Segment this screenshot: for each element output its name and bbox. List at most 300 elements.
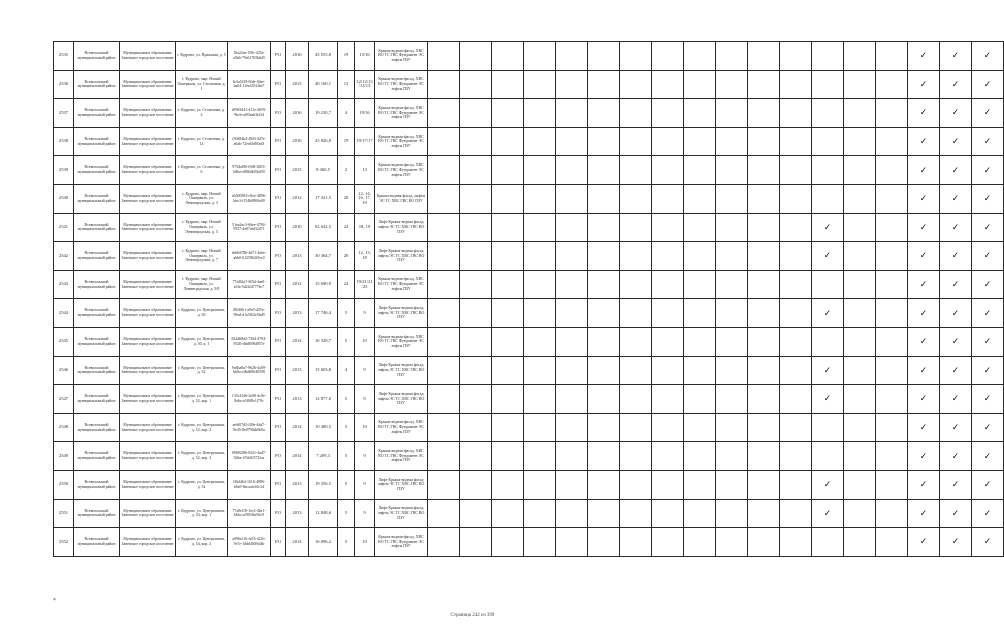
check-mark-icon: ✓ <box>972 299 1004 328</box>
check-mark-icon: ✓ <box>908 127 940 156</box>
empty-cell <box>556 156 588 185</box>
empty-cell <box>556 327 588 356</box>
empty-cell <box>588 442 620 471</box>
empty-cell <box>684 127 716 156</box>
empty-cell <box>844 213 876 242</box>
empty-cell <box>524 499 556 528</box>
empty-cell <box>588 213 620 242</box>
cell-district: Всеволожский муниципальный район <box>74 70 120 99</box>
cell-kind: РО <box>271 242 286 271</box>
cell-year: 2012 <box>286 270 309 299</box>
cell-fias: 975da8f8-f568-4653-b8ba-a886dbf5bd39 <box>228 156 271 185</box>
check-mark-icon: ✓ <box>972 528 1004 557</box>
cell-entr: 10 <box>355 528 375 557</box>
empty-cell <box>588 470 620 499</box>
empty-cell <box>844 99 876 128</box>
empty-cell <box>684 184 716 213</box>
cell-addr: г. Кудрово, ул. Пражская, д. 5 <box>176 42 228 71</box>
empty-cell <box>716 156 748 185</box>
empty-cell <box>652 156 684 185</box>
empty-cell <box>876 213 908 242</box>
cell-fias: 77a8ef18-1ec3-4be1-b6fa-a2903fbe56c9 <box>228 499 271 528</box>
cell-entr: 9 <box>355 356 375 385</box>
cell-n: 2550 <box>54 470 74 499</box>
empty-cell <box>620 270 652 299</box>
cell-year: 2010 <box>286 213 309 242</box>
empty-cell <box>748 470 780 499</box>
table-row <box>54 413 1004 442</box>
empty-cell <box>524 42 556 71</box>
cell-mo: Муниципальное образование Заневское городское поселение <box>120 42 176 71</box>
cell-entr: 19/17/17 <box>355 127 375 156</box>
empty-cell <box>748 99 780 128</box>
empty-cell <box>684 413 716 442</box>
cell-year: 2013 <box>286 242 309 271</box>
empty-cell <box>684 385 716 414</box>
check-mark-icon: ✓ <box>972 470 1004 499</box>
empty-cell <box>524 70 556 99</box>
empty-cell <box>652 213 684 242</box>
empty-cell <box>748 270 780 299</box>
empty-cell <box>812 42 844 71</box>
empty-cell <box>748 156 780 185</box>
empty-cell <box>748 385 780 414</box>
cell-kind: РО <box>271 327 286 356</box>
cell-mo: Муниципальное образование Заневское городское поселение <box>120 99 176 128</box>
cell-fias: f30d84b4-49f0-447e-a6ab-72ea65d9fad3 <box>228 127 271 156</box>
empty-cell <box>428 528 460 557</box>
empty-cell <box>492 299 524 328</box>
empty-cell <box>652 413 684 442</box>
cell-mo: Муниципальное образование Заневское городское поселение <box>120 413 176 442</box>
empty-cell <box>684 70 716 99</box>
empty-cell <box>588 299 620 328</box>
check-mark-icon: ✓ <box>940 213 972 242</box>
empty-cell <box>492 356 524 385</box>
cell-addr: г. Кудрово, ул. Центральная, д. 52, кор. 2 <box>176 413 228 442</box>
check-mark-icon: ✓ <box>908 242 940 271</box>
check-mark-icon: ✓ <box>908 327 940 356</box>
empty-cell <box>556 385 588 414</box>
empty-cell <box>620 327 652 356</box>
empty-cell <box>460 385 492 414</box>
check-mark-icon: ✓ <box>940 356 972 385</box>
empty-cell <box>524 184 556 213</box>
cell-addr: г. Кудрово, ул. Столичная, д. 6 <box>176 156 228 185</box>
cell-district: Всеволожский муниципальный район <box>74 442 120 471</box>
check-mark-icon: ✓ <box>972 156 1004 185</box>
empty-cell <box>460 299 492 328</box>
cell-works: Лифт Крыша-водная фасад лифты ЭС ТС ХВС ГВС ВО ПЗУ <box>375 499 428 528</box>
cell-entr: 9 <box>355 385 375 414</box>
cell-district: Всеволожский муниципальный район <box>74 184 120 213</box>
cell-fias: 6c5a5f29-0fde-40ae-ba04-11ee4352fbe7 <box>228 70 271 99</box>
empty-cell <box>748 70 780 99</box>
cell-works: Крыша-водная-фасад, ХВС ВО ТС ГВС Фундамент ЭС лифты ПЗУ <box>375 70 428 99</box>
cell-mo: Муниципальное образование Заневское городское поселение <box>120 70 176 99</box>
check-mark-icon: ✓ <box>972 184 1004 213</box>
cell-n: 2547 <box>54 385 74 414</box>
cell-mo: Муниципальное образование Заневское городское поселение <box>120 528 176 557</box>
empty-cell <box>844 442 876 471</box>
empty-cell <box>652 99 684 128</box>
empty-cell <box>844 299 876 328</box>
cell-entr: 19/21/21/25 <box>355 270 375 299</box>
empty-cell <box>876 184 908 213</box>
empty-cell <box>460 99 492 128</box>
empty-cell <box>492 70 524 99</box>
empty-cell <box>684 356 716 385</box>
cell-mo: Муниципальное образование Заневское городское поселение <box>120 499 176 528</box>
empty-cell <box>428 327 460 356</box>
empty-cell <box>492 42 524 71</box>
cell-mo: Муниципальное образование Заневское городское поселение <box>120 356 176 385</box>
empty-cell <box>748 499 780 528</box>
empty-cell <box>556 184 588 213</box>
check-mark-icon: ✓ <box>908 413 940 442</box>
check-mark-icon: ✓ <box>908 184 940 213</box>
empty-cell <box>844 528 876 557</box>
empty-cell <box>620 99 652 128</box>
cell-entr: 15/16 <box>355 42 375 71</box>
empty-cell <box>652 528 684 557</box>
empty-cell <box>460 413 492 442</box>
check-mark-icon: ✓ <box>972 413 1004 442</box>
cell-district: Всеволожский муниципальный район <box>74 528 120 557</box>
cell-kind: РО <box>271 470 286 499</box>
table-row <box>54 270 1004 299</box>
cell-addr: г. Кудрово, ул. Центральная, д. 50 <box>176 299 228 328</box>
empty-cell <box>556 442 588 471</box>
empty-cell <box>652 270 684 299</box>
cell-entr: 9 <box>355 299 375 328</box>
empty-cell <box>492 413 524 442</box>
empty-cell <box>652 127 684 156</box>
cell-works: Крыша-водная-фасад, ХВС ВО ТС ГВС Фундамент ЭС лифты ПЗУ <box>375 442 428 471</box>
check-mark-icon: ✓ <box>812 385 844 414</box>
empty-cell <box>652 385 684 414</box>
empty-cell <box>460 242 492 271</box>
empty-cell <box>492 270 524 299</box>
check-mark-icon: ✓ <box>972 270 1004 299</box>
check-mark-icon: ✓ <box>940 127 972 156</box>
check-mark-icon: ✓ <box>908 270 940 299</box>
table-row <box>54 184 1004 213</box>
cell-district: Всеволожский муниципальный район <box>74 327 120 356</box>
cell-kind: РО <box>271 413 286 442</box>
cell-kind: РО <box>271 270 286 299</box>
cell-works: Лифт Крыша-водная фасад лифты ЭС ТС ХВС ГВС ВО ПЗУ <box>375 213 428 242</box>
cell-fias: 824d68d2-7364-4704-9526-dbd8f96f857e <box>228 327 271 356</box>
cell-n: 2549 <box>54 442 74 471</box>
empty-cell <box>716 242 748 271</box>
check-mark-icon: ✓ <box>812 356 844 385</box>
empty-cell <box>428 270 460 299</box>
empty-cell <box>556 499 588 528</box>
empty-cell <box>588 528 620 557</box>
check-mark-icon: ✓ <box>812 470 844 499</box>
cell-addr: г. Кудрово, ул. Центральная, д. 54, кор. 1 <box>176 499 228 528</box>
check-mark-icon: ✓ <box>940 184 972 213</box>
cell-district: Всеволожский муниципальный район <box>74 99 120 128</box>
cell-area: 62 642,5 <box>309 213 338 242</box>
empty-cell <box>460 184 492 213</box>
cell-fias: 16a22ae-f39c-425a-a5b6-79e61765b6d5 <box>228 42 271 71</box>
check-mark-icon: ✓ <box>972 213 1004 242</box>
check-mark-icon: ✓ <box>908 213 940 242</box>
cell-n: 2539 <box>54 156 74 185</box>
empty-cell <box>620 413 652 442</box>
empty-cell <box>556 528 588 557</box>
cell-year: 2013 <box>286 299 309 328</box>
check-mark-icon: ✓ <box>972 70 1004 99</box>
page-footer <box>0 613 905 618</box>
cell-area: 15 603,8 <box>309 356 338 385</box>
cell-area: 17 746,4 <box>309 299 338 328</box>
empty-cell <box>588 327 620 356</box>
cell-mo: Муниципальное образование Заневское городское поселение <box>120 242 176 271</box>
empty-cell <box>780 356 812 385</box>
empty-cell <box>684 270 716 299</box>
empty-cell <box>620 299 652 328</box>
empty-cell <box>492 156 524 185</box>
cell-district: Всеволожский муниципальный район <box>74 413 120 442</box>
empty-cell <box>844 470 876 499</box>
check-mark-icon: ✓ <box>908 499 940 528</box>
empty-cell <box>492 99 524 128</box>
empty-cell <box>428 99 460 128</box>
cell-floors: 5 <box>338 327 355 356</box>
empty-cell <box>524 299 556 328</box>
empty-cell <box>556 270 588 299</box>
table-row <box>54 528 1004 557</box>
empty-cell <box>460 470 492 499</box>
empty-cell <box>748 184 780 213</box>
check-mark-icon: ✓ <box>908 356 940 385</box>
cell-n: 2538 <box>54 127 74 156</box>
empty-cell <box>492 470 524 499</box>
empty-cell <box>716 270 748 299</box>
cell-works: Лифт Крыша-водная фасад лифты ЭС ТС ХВС ГВС ВО ПЗУ <box>375 299 428 328</box>
empty-cell <box>780 213 812 242</box>
check-mark-icon: ✓ <box>940 299 972 328</box>
empty-cell <box>716 127 748 156</box>
table-row <box>54 356 1004 385</box>
empty-cell <box>716 42 748 71</box>
cell-works: Крыша-водная-фасад, ХВС ВО ТС ГВС Фундамент ЭС лифты ПЗУ <box>375 270 428 299</box>
cell-n: 2541 <box>54 213 74 242</box>
empty-cell <box>428 213 460 242</box>
empty-cell <box>844 127 876 156</box>
empty-cell <box>620 499 652 528</box>
table-row <box>54 70 1004 99</box>
empty-cell <box>620 156 652 185</box>
empty-cell <box>812 70 844 99</box>
empty-cell <box>716 385 748 414</box>
cell-year: 2013 <box>286 356 309 385</box>
empty-cell <box>812 327 844 356</box>
empty-cell <box>844 413 876 442</box>
empty-cell <box>844 184 876 213</box>
empty-cell <box>876 442 908 471</box>
empty-cell <box>844 42 876 71</box>
cell-kind: РО <box>271 299 286 328</box>
cell-year: 2014 <box>286 442 309 471</box>
cell-entr: 12/12/13/13/13 <box>355 70 375 99</box>
check-mark-icon: ✓ <box>972 442 1004 471</box>
empty-cell <box>652 42 684 71</box>
cell-area: 12 848,6 <box>309 499 338 528</box>
cell-works: Крыша-водная-фасад, ХВС ВО ТС ГВС Фундамент ЭС лифты ПЗУ <box>375 413 428 442</box>
cell-floors: 5 <box>338 499 355 528</box>
check-mark-icon: ✓ <box>940 528 972 557</box>
check-mark-icon: ✓ <box>812 213 844 242</box>
empty-cell <box>460 356 492 385</box>
empty-cell <box>780 42 812 71</box>
empty-cell <box>524 327 556 356</box>
cell-year: 2012 <box>286 184 309 213</box>
cell-fias: 77fd62a7-8f5d-4ae0-a5fa-5d2f2d7776c7 <box>228 270 271 299</box>
check-mark-icon: ✓ <box>908 528 940 557</box>
cell-n: 2551 <box>54 499 74 528</box>
cell-n: 2548 <box>54 413 74 442</box>
empty-cell <box>716 413 748 442</box>
empty-cell <box>492 499 524 528</box>
check-mark-icon: ✓ <box>972 99 1004 128</box>
cell-area: 19 356,5 <box>309 470 338 499</box>
empty-cell <box>588 242 620 271</box>
empty-cell <box>876 270 908 299</box>
cell-area: 8 460,5 <box>309 156 338 185</box>
check-mark-icon: ✓ <box>908 42 940 71</box>
empty-cell <box>652 442 684 471</box>
empty-cell <box>460 156 492 185</box>
check-mark-icon: ✓ <box>940 242 972 271</box>
empty-cell <box>876 156 908 185</box>
empty-cell <box>780 385 812 414</box>
empty-cell <box>556 213 588 242</box>
empty-cell <box>460 327 492 356</box>
cell-works: Крыша-водная-фасад, ХВС ВО ТС ГВС Фундамент ЭС лифты ПЗУ <box>375 528 428 557</box>
check-mark-icon: ✓ <box>940 470 972 499</box>
empty-cell <box>684 213 716 242</box>
cell-district: Всеволожский муниципальный район <box>74 156 120 185</box>
cell-works: Крыша-водная-фасад, ХВС ВО ТС ГВС Фундамент ЭС лифты ПЗУ <box>375 156 428 185</box>
cell-year: 2016 <box>286 127 309 156</box>
empty-cell <box>684 499 716 528</box>
cell-kind: РО <box>271 42 286 71</box>
empty-cell <box>812 442 844 471</box>
check-mark-icon: ✓ <box>972 127 1004 156</box>
cell-floors: 5 <box>338 470 355 499</box>
empty-cell <box>780 528 812 557</box>
empty-cell <box>812 413 844 442</box>
cell-area: 17 321,5 <box>309 184 338 213</box>
cell-mo: Муниципальное образование Заневское городское поселение <box>120 442 176 471</box>
empty-cell <box>556 99 588 128</box>
empty-cell <box>844 356 876 385</box>
empty-cell <box>620 356 652 385</box>
cell-floors: 2 <box>338 156 355 185</box>
empty-cell <box>780 442 812 471</box>
cell-floors: 24 <box>338 213 355 242</box>
cell-district: Всеволожский муниципальный район <box>74 213 120 242</box>
cell-fias: ae6f07d5-f49e-4da7-9e45-8e9790ab0b0a <box>228 413 271 442</box>
empty-cell <box>716 499 748 528</box>
cell-works: Крыша-водная-фасад, ХВС ВО ТС ГВС Фундамент ЭС лифты ПЗУ <box>375 42 428 71</box>
empty-cell <box>428 299 460 328</box>
empty-cell <box>876 242 908 271</box>
empty-cell <box>428 42 460 71</box>
cell-kind: РО <box>271 385 286 414</box>
empty-cell <box>780 413 812 442</box>
empty-cell <box>876 413 908 442</box>
cell-district: Всеволожский муниципальный район <box>74 242 120 271</box>
check-mark-icon: ✓ <box>940 327 972 356</box>
cell-addr: г. Кудрово, ул. Центральная, д. 54, кор. 2 <box>176 528 228 557</box>
empty-cell <box>620 242 652 271</box>
empty-cell <box>556 413 588 442</box>
empty-cell <box>876 70 908 99</box>
empty-cell <box>588 499 620 528</box>
cell-kind: РО <box>271 528 286 557</box>
cell-entr: 12, 14, 16, 17, 19 <box>355 184 375 213</box>
empty-cell <box>876 356 908 385</box>
empty-cell <box>844 499 876 528</box>
empty-cell <box>492 242 524 271</box>
empty-cell <box>748 127 780 156</box>
check-mark-icon: ✓ <box>940 156 972 185</box>
empty-cell <box>876 327 908 356</box>
empty-cell <box>524 213 556 242</box>
empty-cell <box>588 270 620 299</box>
empty-cell <box>844 327 876 356</box>
cell-addr: г. Кудрово, ул. Центральная, д. 52, кор. 3 <box>176 442 228 471</box>
empty-cell <box>524 470 556 499</box>
empty-cell <box>588 356 620 385</box>
cell-works: Лифт Крыша-водная фасад лифты ЭС ТС ХВС ГВС ВО ПЗУ <box>375 385 428 414</box>
empty-cell <box>716 213 748 242</box>
table-row <box>54 499 1004 528</box>
empty-cell <box>812 184 844 213</box>
empty-cell <box>428 184 460 213</box>
empty-cell <box>716 184 748 213</box>
empty-cell <box>652 242 684 271</box>
empty-cell <box>556 242 588 271</box>
cell-fias: 51ea2ac3-66ee-4784-9557-4e07a6f32d71 <box>228 213 271 242</box>
empty-cell <box>556 299 588 328</box>
empty-cell <box>524 413 556 442</box>
cell-fias: 09682f86-9241-4ad7-92ba-47dd2f572fca <box>228 442 271 471</box>
empty-cell <box>652 327 684 356</box>
empty-cell <box>812 127 844 156</box>
cell-entr: 10 <box>355 413 375 442</box>
empty-cell <box>524 99 556 128</box>
cell-area: 40 160,1 <box>309 70 338 99</box>
empty-cell <box>780 499 812 528</box>
cell-entr: 13 <box>355 156 375 185</box>
empty-cell <box>428 356 460 385</box>
cell-entr: 9 <box>355 442 375 471</box>
cell-kind: РО <box>271 99 286 128</box>
empty-cell <box>588 156 620 185</box>
check-mark-icon: ✓ <box>940 442 972 471</box>
cell-year: 2016 <box>286 99 309 128</box>
cell-year: 2014 <box>286 413 309 442</box>
empty-cell <box>812 156 844 185</box>
empty-cell <box>492 184 524 213</box>
cell-mo: Муниципальное образование Заневское городское поселение <box>120 184 176 213</box>
